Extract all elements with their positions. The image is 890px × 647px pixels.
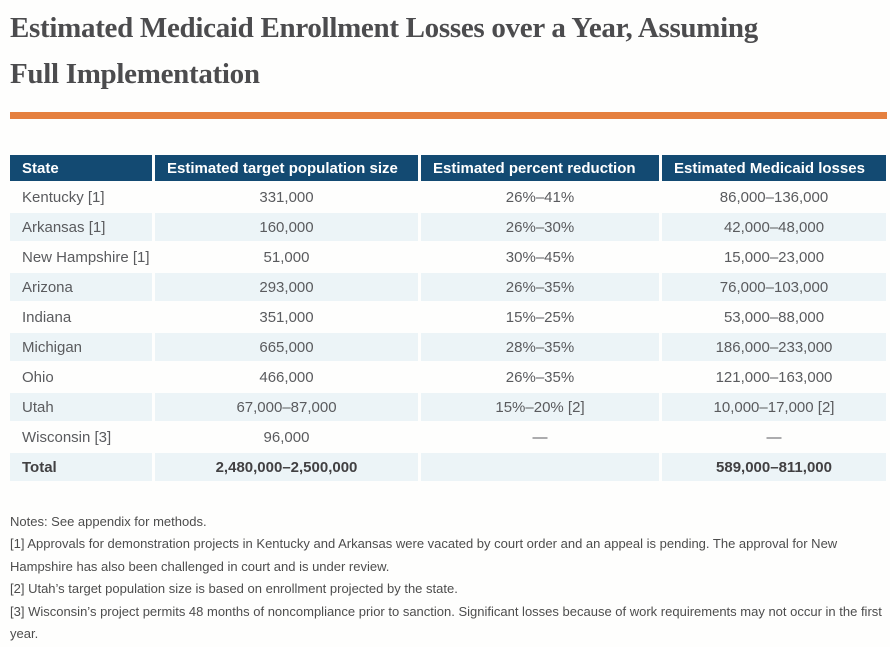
medicaid-losses-table [10,155,887,481]
cell-reduction: 26%–35% [421,273,659,301]
note-2: [2] Utah’s target population size is based on enrollment projected by the state. [10,581,458,597]
cell-state: Indiana [22,308,72,326]
cell-losses: 15,000–23,000 [723,248,825,266]
cell-state: Wisconsin [3] [22,428,112,446]
cell-state: New Hampshire [1] [22,248,150,266]
cell-losses: 53,000–88,000 [723,308,825,326]
cell-losses: 76,000–103,000 [662,273,886,301]
cell-losses: 121,000–163,000 [715,368,833,386]
title-line-2: Full Implementation [10,58,260,90]
cell-reduction: 26%–30% [421,213,659,241]
cell-population: 466,000 [259,368,314,386]
cell-reduction: 15%–20% [2] [421,393,659,421]
cell-population: 331,000 [259,188,314,206]
cell-population: 665,000 [155,333,418,361]
cell-reduction: 26%–41% [505,188,575,206]
cell-reduction: — [532,428,548,446]
cell-losses: 589,000–811,000 [662,453,886,481]
cell-losses: 10,000–17,000 [2] [662,393,886,421]
cell-population: 351,000 [259,308,314,326]
cell-losses: — [766,428,782,446]
cell-state: Michigan [10,333,152,361]
accent-divider [10,112,887,119]
cell-reduction [421,453,659,481]
cell-reduction: 30%–45% [505,248,575,266]
cell-state: Utah [10,393,152,421]
cell-losses: 86,000–136,000 [719,188,829,206]
notes-section [10,511,886,645]
note-1: [1] Approvals for demonstration projects in Kentucky and Arkansas were vacated by court order and an appeal is pending. The approval for New Hampshire has also been challenged in court and is under review. [10,536,838,574]
page-title [10,5,758,97]
column-header-state: State [10,155,152,181]
cell-population: 51,000 [263,248,310,266]
cell-population: 293,000 [155,273,418,301]
cell-population: 160,000 [155,213,418,241]
note-3: [3] Wisconsin’s project permits 48 months of noncompliance prior to sanction. Significant losses because of work requirements may not occur in the first year. [10,603,882,642]
cell-reduction: 28%–35% [421,333,659,361]
cell-population: 96,000 [263,428,310,446]
cell-population: 2,480,000–2,500,000 [155,453,418,481]
cell-state: Arkansas [1] [10,213,152,241]
note-methods: Notes: See appendix for methods. [10,514,207,529]
cell-state: Kentucky [1] [22,188,105,206]
cell-reduction: 15%–25% [505,308,575,326]
cell-state: Ohio [22,368,54,386]
cell-losses: 186,000–233,000 [662,333,886,361]
cell-state: Arizona [10,273,152,301]
cell-losses: 42,000–48,000 [662,213,886,241]
cell-reduction: 26%–35% [505,368,575,386]
cell-state: Total [10,453,152,481]
column-header-reduction: Estimated percent reduction [421,155,659,181]
column-header-losses: Estimated Medicaid losses [662,155,886,181]
cell-population: 67,000–87,000 [155,393,418,421]
column-header-population: Estimated target population size [155,155,418,181]
title-line-1: Estimated Medicaid Enrollment Losses over a Year, Assuming [10,12,758,44]
